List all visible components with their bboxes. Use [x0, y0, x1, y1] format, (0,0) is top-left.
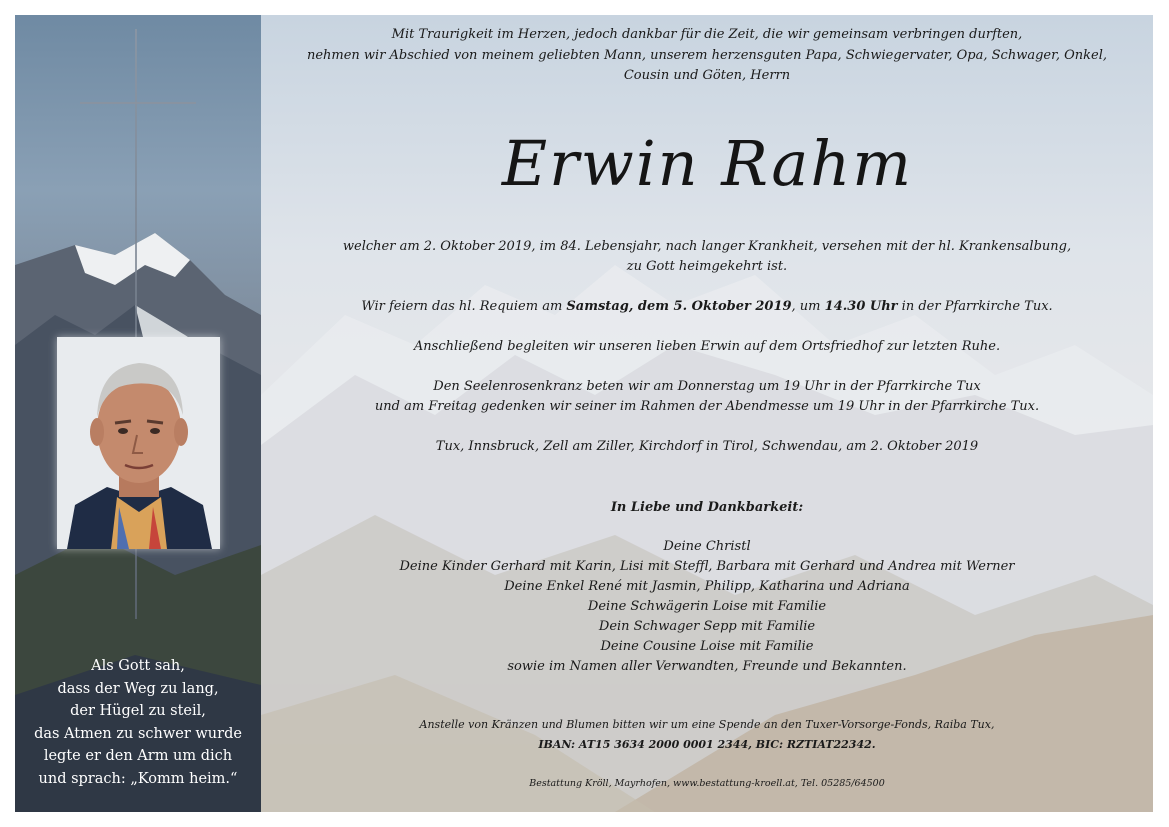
- poem-line: Als Gott sah,: [91, 658, 185, 674]
- donation-notice: [282, 715, 1132, 755]
- death-line: welcher am 2. Oktober 2019, im 84. Lebensjahr, nach langer Krankheit, versehen mit der hl. Krankensalbung,: [342, 239, 1072, 254]
- poem-line: dass der Weg zu lang,: [57, 680, 219, 697]
- family-line: Deine Schwägerin Loise mit Familie: [587, 599, 827, 614]
- poem-line: legte er den Arm um dich: [43, 748, 233, 764]
- rosary-line: Den Seelenrosenkranz beten wir am Donnerstag um 19 Uhr in der Pfarrkirche Tux: [433, 379, 981, 394]
- death-line: zu Gott heimgekehrt ist.: [626, 259, 788, 274]
- deceased-name: Erwin Rahm: [501, 127, 914, 200]
- donation-bank: [282, 735, 1132, 755]
- requiem-date: Samstag, dem 5. Oktober 2019: [566, 299, 792, 314]
- family-line: sowie im Namen aller Verwandten, Freunde und Bekannten.: [507, 659, 907, 674]
- family-line: Deine Cousine Loise mit Familie: [600, 639, 814, 654]
- poem-line: der Hügel zu steil,: [70, 703, 206, 719]
- poem-line: und sprach: „Komm heim.“: [38, 770, 238, 787]
- places-date: Tux, Innsbruck, Zell am Ziller, Kirchdorf in Tirol, Schwendau, am 2. Oktober 2019: [435, 439, 979, 454]
- requiem-mid: , um: [791, 299, 825, 314]
- burial-notice: Anschließend begleiten wir unseren lieben Erwin auf dem Ortsfriedhof zur letzten Ruhe.: [413, 339, 1001, 354]
- family-line: Deine Christl: [663, 539, 751, 554]
- left-decorative-strip: [15, 15, 261, 812]
- undertaker-info: Bestattung Kröll, Mayrhofen, www.bestattung-kroell.at, Tel. 05285/64500: [529, 778, 885, 789]
- poem: [21, 655, 255, 790]
- portrait-photo: [57, 337, 220, 549]
- family-list: [282, 537, 1132, 677]
- rosary-line: und am Freitag gedenken wir seiner im Rahmen der Abendmesse um 19 Uhr in der Pfarrkirche Tux.: [374, 399, 1040, 414]
- death-notice: [282, 237, 1132, 277]
- intro-line: nehmen wir Abschied von meinem geliebten Mann, unserem herzensguten Papa, Schwiegervater, Opa, Schwager, Onkel,: [306, 47, 1108, 63]
- requiem-notice: [282, 297, 1132, 317]
- requiem-suffix: in der Pfarrkirche Tux.: [897, 299, 1053, 314]
- rosary-notice: [282, 377, 1132, 417]
- gratitude-heading: In Liebe und Dankbarkeit:: [610, 500, 804, 515]
- requiem-prefix: Wir feiern das hl. Requiem am: [361, 299, 567, 314]
- intro-text: [292, 25, 1122, 87]
- donation-iban: IBAN: AT15 3634 2000 0001 2344, BIC: RZTIAT22342.: [538, 738, 876, 751]
- poem-line: das Atmen zu schwer wurde: [34, 725, 242, 742]
- obituary-text: [262, 15, 1153, 812]
- family-line: Deine Enkel René mit Jasmin, Philipp, Katharina und Adriana: [504, 579, 910, 594]
- intro-line: Cousin und Göten, Herrn: [623, 68, 791, 83]
- family-line: Deine Kinder Gerhard mit Karin, Lisi mit Steffl, Barbara mit Gerhard und Andrea mit Werner: [399, 559, 1015, 574]
- intro-line: Mit Traurigkeit im Herzen, jedoch dankbar für die Zeit, die wir gemeinsam verbringen durften,: [391, 27, 1023, 42]
- cross-bar: [80, 102, 196, 104]
- donation-line: Anstelle von Kränzen und Blumen bitten wir um eine Spende an den Tuxer-Vorsorge-Fonds, Raiba Tux,: [419, 718, 995, 731]
- family-line: Dein Schwager Sepp mit Familie: [598, 619, 816, 634]
- requiem-time: 14.30 Uhr: [824, 299, 898, 314]
